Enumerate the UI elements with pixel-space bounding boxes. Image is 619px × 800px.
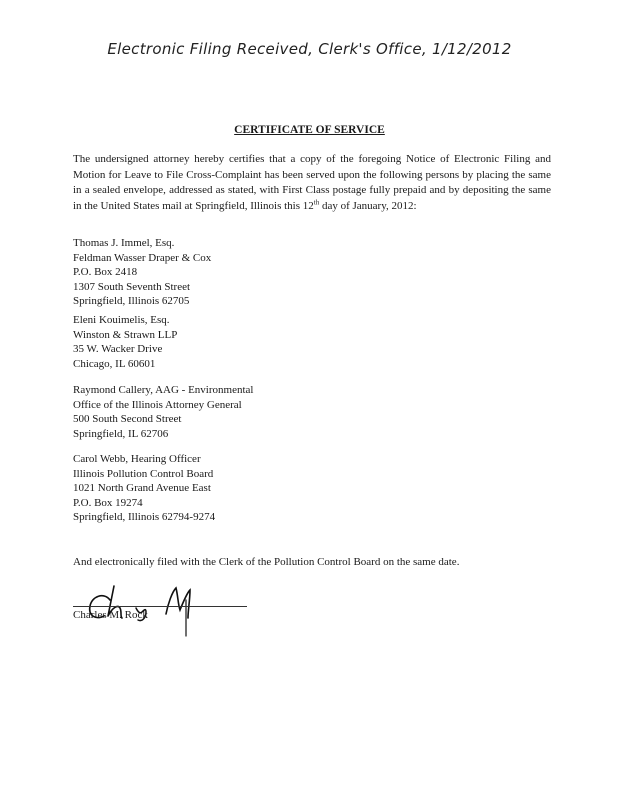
recipient-street: 35 W. Wacker Drive xyxy=(73,343,163,355)
recipient-street: 500 South Second Street xyxy=(73,413,182,425)
recipient-street: 1307 South Seventh Street xyxy=(73,280,191,293)
recipient-city: Springfield, Illinois 62705 xyxy=(73,295,190,307)
signer-name: Charles M. Rock xyxy=(73,609,148,621)
recipient-firm: Winston & Strawn LLP xyxy=(73,328,178,341)
recipient-address-4 xyxy=(73,452,373,525)
recipient-firm: Feldman Wasser Draper & Cox xyxy=(73,251,212,264)
signature-line xyxy=(73,606,247,607)
recipient-street: 1021 North Grand Avenue East xyxy=(73,482,211,494)
recipient-name: Thomas J. Immel, Esq. xyxy=(73,237,175,249)
ordinal-suffix: th xyxy=(313,197,320,206)
recipient-po-box: P.O. Box 2418 xyxy=(73,266,138,278)
filing-stamp: Electronic Filing Received, Clerk's Office, 1/12/2012 xyxy=(107,40,512,58)
handwritten-signature xyxy=(82,578,262,638)
recipient-name: Raymond Callery, AAG - Environmental xyxy=(73,384,254,396)
closing-statement: And electronically filed with the Clerk of the Pollution Control Board on the same date. xyxy=(73,556,460,568)
certificate-title: CERTIFICATE OF SERVICE xyxy=(234,124,385,136)
recipient-po-box: P.O. Box 19274 xyxy=(73,496,143,509)
recipient-city: Springfield, IL 62706 xyxy=(73,427,169,440)
certification-paragraph xyxy=(73,152,551,214)
recipient-city: Chicago, IL 60601 xyxy=(73,357,156,370)
recipient-name: Eleni Kouimelis, Esq. xyxy=(73,314,170,326)
recipient-address-1 xyxy=(73,236,373,309)
recipient-office: Office of the Illinois Attorney General xyxy=(73,398,242,411)
recipient-address-3 xyxy=(73,383,373,441)
recipient-name: Carol Webb, Hearing Officer xyxy=(73,453,201,465)
recipient-office: Illinois Pollution Control Board xyxy=(73,467,214,480)
paragraph-text: The undersigned attorney hereby certifies that a copy of the foregoing Notice of Electronic Filing and Motion for Leave to File Cross-Complaint has been served upon the following persons by placing the same in a sealed envelope, addressed as stated, with First Class postage fully prepaid and by depositing the same in the United States mail at Springfield, Illinois this 12 xyxy=(73,153,551,212)
paragraph-text-end: day of January, 2012: xyxy=(319,199,417,212)
recipient-address-2 xyxy=(73,313,373,371)
recipient-city: Springfield, Illinois 62794-9274 xyxy=(73,511,216,523)
